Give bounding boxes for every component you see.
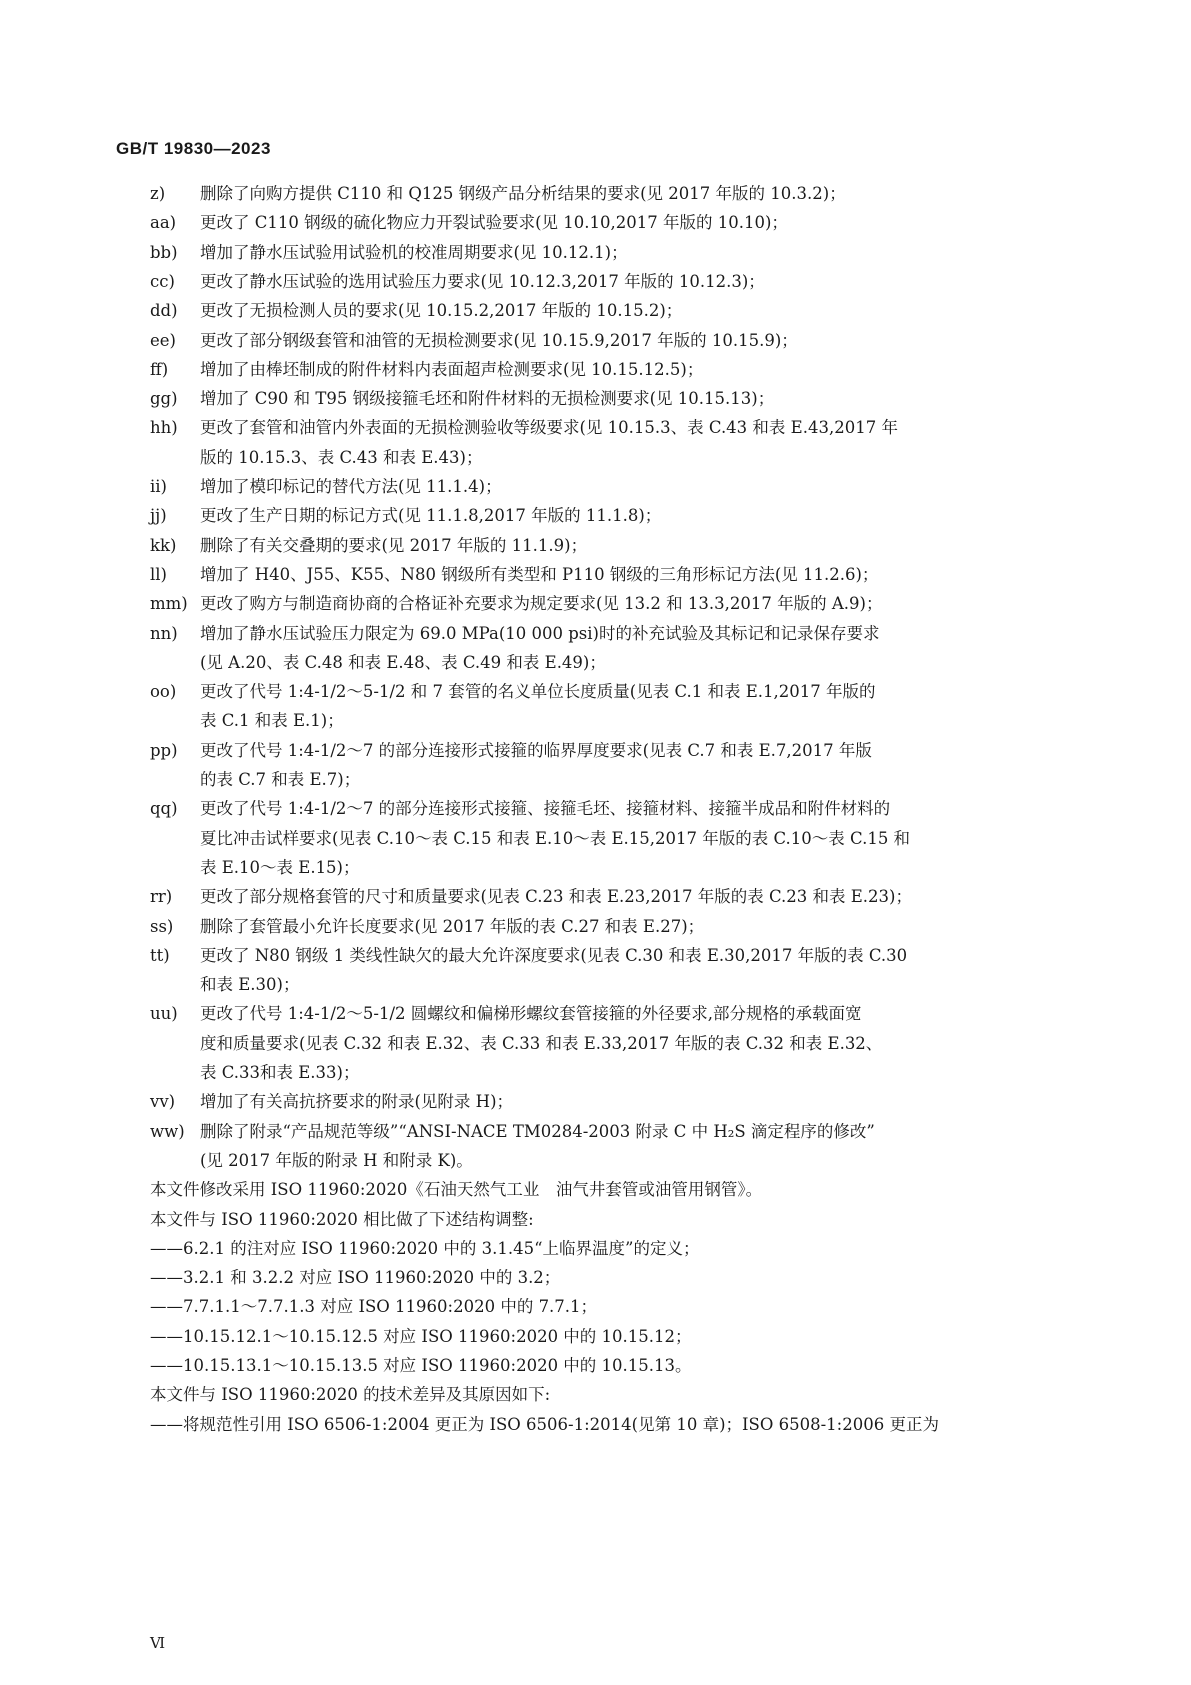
list-item-text: 更改了代号 1:4-1/2～5-1/2 和 7 套管的名义单位长度质量(见表 C.1 和表 E.1,2017 年版的 bbox=[200, 682, 876, 702]
list-item-label: qq) bbox=[150, 799, 178, 819]
page-number: Ⅵ bbox=[150, 1634, 166, 1652]
list-item-text: 版的 10.15.3、表 C.43 和表 E.43)； bbox=[200, 447, 483, 467]
list-item-label: bb) bbox=[150, 242, 178, 262]
list-item-label: aa) bbox=[150, 213, 177, 233]
list-item-label: ii) bbox=[150, 477, 167, 496]
list-item-text: 更改了静水压试验的选用试验压力要求(见 10.12.3,2017 年版的 10.12.3)； bbox=[200, 271, 765, 291]
list-item-text: 更改了套管和油管内外表面的无损检测验收等级要求(见 10.15.3、表 C.43 和表 E.43,2017 年 bbox=[200, 418, 898, 438]
paragraph-line: ——将规范性引用 ISO 6506-1:2004 更正为 ISO 6506-1:2014(见第 10 章)；ISO 6508-1:2006 更正为 bbox=[150, 1414, 939, 1434]
list-item-text: 增加了 C90 和 T95 钢级接箍毛坯和附件材料的无损检测要求(见 10.15.13)； bbox=[200, 389, 775, 409]
list-item-label: ff) bbox=[150, 359, 169, 379]
list-item-text: 更改了部分规格套管的尺寸和质量要求(见表 C.23 和表 E.23,2017 年版的表 C.23 和表 E.23)； bbox=[200, 887, 912, 907]
list-item-text: 删除了有关交叠期的要求(见 2017 年版的 11.1.9)； bbox=[200, 535, 588, 555]
list-item-text: 夏比冲击试样要求(见表 C.10～表 C.15 和表 E.10～表 E.15,2017 年版的表 C.10～表 C.15 和 bbox=[200, 828, 911, 848]
paragraph-line: 本文件修改采用 ISO 11960:2020《石油天然气工业 油气井套管或油管用钢管》。 bbox=[150, 1180, 763, 1200]
list-item-text: 表 C.1 和表 E.1)； bbox=[200, 711, 344, 731]
paragraph-line: ——10.15.12.1～10.15.12.5 对应 ISO 11960:2020 中的 10.15.12； bbox=[150, 1326, 692, 1346]
list-item-text: 更改了代号 1:4-1/2～5-1/2 圆螺纹和偏梯形螺纹套管接箍的外径要求,部分规格的承载面宽 bbox=[200, 1004, 862, 1024]
list-item-label: ee) bbox=[150, 330, 176, 350]
list-item-text: 增加了静水压试验用试验机的校准周期要求(见 10.12.1)； bbox=[200, 242, 628, 262]
list-item-text: 增加了由棒坯制成的附件材料内表面超声检测要求(见 10.15.12.5)； bbox=[200, 359, 704, 379]
list-item-text: 表 E.10～表 E.15)； bbox=[200, 857, 360, 877]
list-item-text: 更改了代号 1:4-1/2～7 的部分连接形式接箍、接箍毛坯、接箍材料、接箍半成品和附件材料的 bbox=[200, 799, 891, 819]
list-item-label: nn) bbox=[150, 623, 178, 643]
paragraph-line: ——3.2.1 和 3.2.2 对应 ISO 11960:2020 中的 3.2； bbox=[150, 1268, 561, 1288]
list-item-label: mm) bbox=[150, 594, 188, 614]
list-item-label: tt) bbox=[150, 945, 170, 965]
list-item-label: hh) bbox=[150, 418, 178, 438]
list-item-text: 增加了模印标记的替代方法(见 11.1.4)； bbox=[200, 477, 502, 496]
list-item-label: ww) bbox=[150, 1121, 185, 1141]
list-item-text: 增加了静水压试验压力限定为 69.0 MPa(10 000 psi)时的补充试验及其标记和记录保存要求 bbox=[200, 623, 880, 643]
list-item-text: 增加了 H40、J55、K55、N80 钢级所有类型和 P110 钢级的三角形标记方法(见 11.2.6)； bbox=[200, 564, 879, 584]
list-item-text: 表 C.33和表 E.33)； bbox=[200, 1063, 360, 1082]
list-item-label: z) bbox=[150, 184, 166, 203]
list-item-text: 删除了套管最小允许长度要求(见 2017 年版的表 C.27 和表 E.27)； bbox=[200, 916, 705, 936]
list-item-label: dd) bbox=[150, 301, 178, 321]
list-item-text: 更改了购方与制造商协商的合格证补充要求为规定要求(见 13.2 和 13.3,2017 年版的 A.9)； bbox=[200, 594, 883, 614]
list-item-text: 删除了附录“产品规范等级”“ANSI-NACE TM0284-2003 附录 C 中 H₂S 滴定程序的修改” bbox=[200, 1121, 875, 1141]
list-item-text: 的表 C.7 和表 E.7)； bbox=[200, 770, 361, 789]
paragraph-line: 本文件与 ISO 11960:2020 的技术差异及其原因如下: bbox=[150, 1385, 551, 1405]
list-item-text: (见 A.20、表 C.48 和表 E.48、表 C.49 和表 E.49)； bbox=[200, 652, 606, 672]
list-item-text: 更改了生产日期的标记方式(见 11.1.8,2017 年版的 11.1.8)； bbox=[200, 506, 662, 526]
list-item-label: pp) bbox=[150, 740, 178, 760]
list-item-text: 更改了无损检测人员的要求(见 10.15.2,2017 年版的 10.15.2)； bbox=[200, 301, 683, 321]
paragraph-line: 本文件与 ISO 11960:2020 相比做了下述结构调整: bbox=[150, 1209, 534, 1229]
paragraph-line: ——6.2.1 的注对应 ISO 11960:2020 中的 3.1.45“上临界温度”的定义； bbox=[150, 1238, 700, 1258]
list-item-text: 更改了 N80 钢级 1 类线性缺欠的最大允许深度要求(见表 C.30 和表 E.30,2017 年版的表 C.30 bbox=[200, 945, 908, 965]
list-item-text: 增加了有关高抗挤要求的附录(见附录 H)； bbox=[200, 1092, 514, 1112]
document-id: GB/T 19830—2023 bbox=[116, 139, 271, 158]
list-item-label: oo) bbox=[150, 682, 177, 702]
list-item-label: vv) bbox=[150, 1092, 176, 1112]
list-item-text: 和表 E.30)； bbox=[200, 975, 300, 995]
list-item-text: 更改了部分钢级套管和油管的无损检测要求(见 10.15.9,2017 年版的 10.15.9)； bbox=[200, 330, 798, 350]
paragraph-line: ——7.7.1.1～7.7.1.3 对应 ISO 11960:2020 中的 7.7.1； bbox=[150, 1297, 598, 1317]
list-item-label: ss) bbox=[150, 916, 174, 936]
list-item-text: 删除了向购方提供 C110 和 Q125 钢级产品分析结果的要求(见 2017 年版的 10.3.2)； bbox=[200, 184, 846, 203]
list-item-text: (见 2017 年版的附录 H 和附录 K)。 bbox=[200, 1150, 473, 1170]
list-item-label: ll) bbox=[150, 564, 167, 584]
paragraph-line: ——10.15.13.1～10.15.13.5 对应 ISO 11960:2020 中的 10.15.13。 bbox=[150, 1356, 692, 1375]
list-item-label: rr) bbox=[150, 887, 173, 907]
list-item-label: cc) bbox=[150, 271, 175, 291]
list-item-label: uu) bbox=[150, 1004, 178, 1024]
list-item-label: jj) bbox=[150, 506, 167, 526]
list-item-text: 度和质量要求(见表 C.32 和表 E.32、表 C.33 和表 E.33,2017 年版的表 C.32 和表 E.32、 bbox=[200, 1033, 883, 1053]
list-item-text: 更改了代号 1:4-1/2～7 的部分连接形式接箍的临界厚度要求(见表 C.7 和表 E.7,2017 年版 bbox=[200, 740, 872, 760]
list-item-label: kk) bbox=[150, 535, 177, 555]
list-item-label: gg) bbox=[150, 389, 178, 409]
list-item-text: 更改了 C110 钢级的硫化物应力开裂试验要求(见 10.10,2017 年版的 10.10)； bbox=[200, 213, 788, 233]
